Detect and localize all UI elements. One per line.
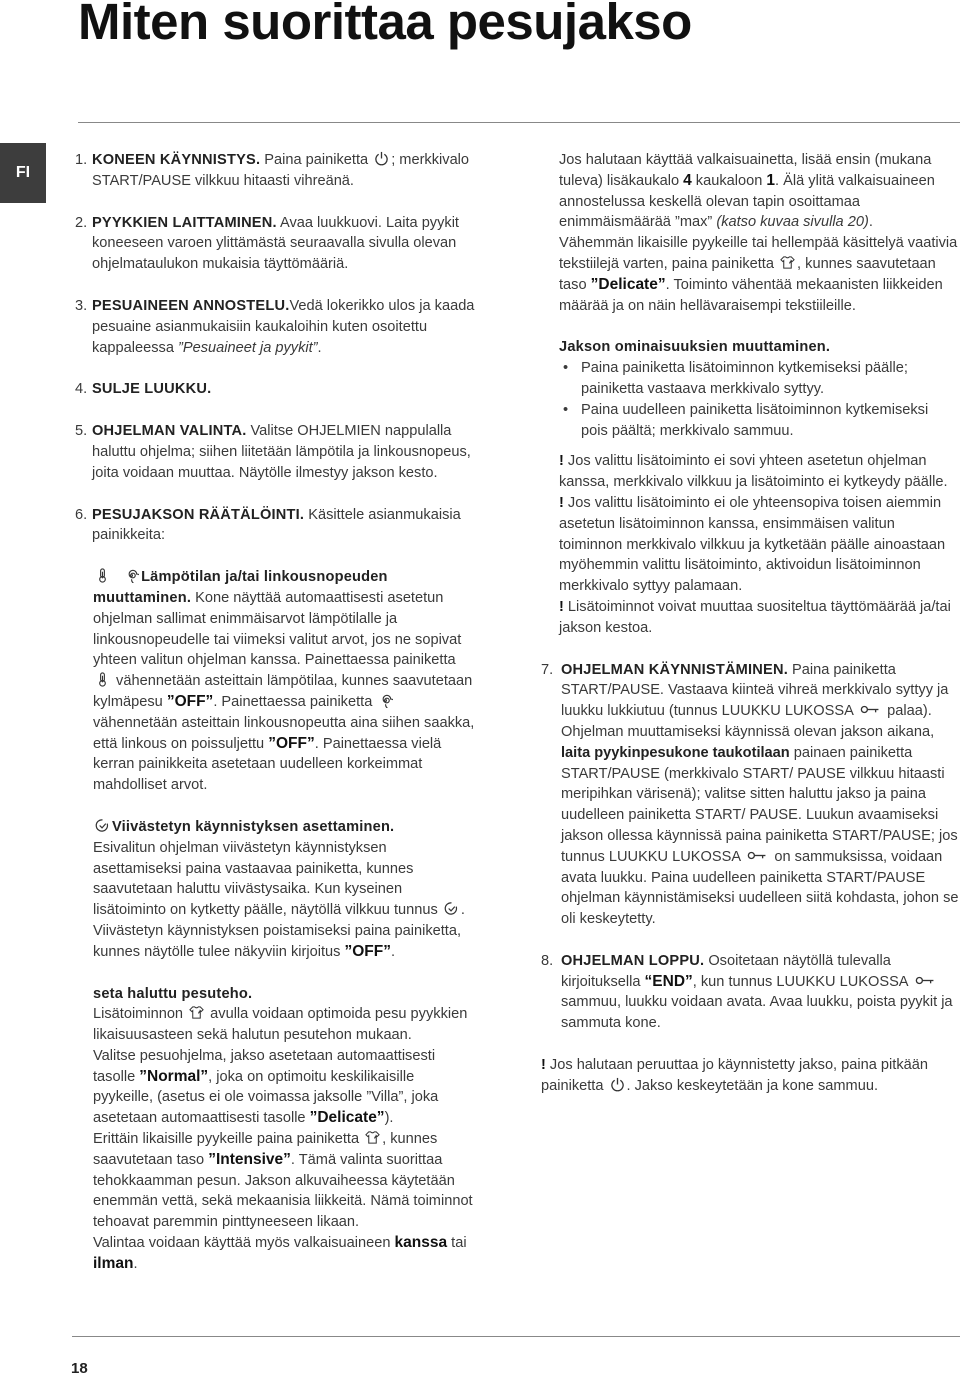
step-number: 4. <box>75 381 88 398</box>
step-7: 7. OHJELMAN KÄYNNISTÄMINEN. Paina painiketta START/PAUSE. Vastaava kiinteä vihreä merkkivalo syttyy ja luukku lukkiutuu (tunnus LUUKKU LUKOSSA palaa). Ohjelman muuttamiseksi käynnissä olevan jakson aikana, laita pyykinpesukone taukotilaan painaen painiketta START/PAUSE (merkkivalo START/ PAUSE vilkkuu hitaasti meripihkan värisenä); valitse sitten haluttu jakso ja paina uudelleen painiketta START/ PAUSE. Luukun avaamiseksi jakson ollessa käynnissä paina painiketta START/PAUSE; jos tunnus LUUKKU LUKOSSA on sammuksissa, voidaan avata luukku. Paina uudelleen painiketta START/PAUSE ohjelman käynnistämiseksi uudelleen siitä kohdasta, johon se oli keskeytetty. <box>541 661 959 928</box>
door-lock-key-icon <box>914 973 936 988</box>
step-8: 8. OHJELMAN LOPPU. Osoitetaan näytöllä tulevalla kirjoituksella “END”, kun tunnus LUUKKU LUKOSSA sammuu, luukku voidaan avata. Avaa luukku, poista pyykit ja sammuta kone. <box>541 952 953 1032</box>
shirt-wash-level-icon <box>365 1130 380 1145</box>
delay-start-section: Viivästetyn käynnistyksen asettaminen. Esivalitun ohjelman viivästetyn käynnistyksen asettamiseksi paina vastaavaa painiketta, kunnes saavutetaan haluttu viivästysaika. Kun kyseinen lisätoiminto on kytketty päälle, näytöllä vilkkuu tunnus . Viivästetyn käynnistyksen poistamiseksi paina painiketta, kunnes näytölle tulee näkyviin kirjoitus ”OFF”. <box>93 818 465 960</box>
step-heading: SULJE LUUKKU. <box>92 381 212 398</box>
step-heading: PESUJAKSON RÄÄTÄLÖINTI. <box>92 506 305 523</box>
step-number: 6. <box>75 506 88 523</box>
step-heading: OHJELMAN VALINTA. <box>92 423 247 440</box>
step-number: 1. <box>75 152 88 168</box>
step-heading: OHJELMAN LOPPU. <box>561 952 705 969</box>
temperature-spin-section: Lämpötilan ja/tai linkousnopeuden muuttaminen. Kone näyttää automaattisesti asetetun ohjelman sallimat enimmäisarvot lämpötilalle ja linkousnopeudelle tai viimeksi valitut arvot, jos ne sopivat yhteen valitun ohjelman kanssa. Painettaessa painiketta vähennetään asteittain lämpötilaa, kunnes saavutetaan kylmäpesu ”OFF”. Painettaessa painiketta vähennetään asteittain linkousnopeutta aina siihen saakka, että linkous on poissuljettu ”OFF”. Painettaessa vielä kerran painikkeita asetetaan uudelleen korkeimmat mahdolliset arvot. <box>93 569 475 794</box>
step-1: 1. KONEEN KÄYNNISTYS. Paina painiketta ; merkkivalo START/PAUSE vilkkuu hitaasti vihreänä. <box>75 152 470 189</box>
bleach-paragraph: Jos halutaan käyttää valkaisuainetta, lisää ensin (mukana tuleva) lisäkaukalo 4 kaukaloon 1. Älä ylitä valkaisuaineen annostelussa keskellä olevan tapin osoittamaa enimmäismäärää ”max” (katso kuvaa sivulla 20). Vähemmän likaisille pyykeille tai hellempää käsittelyä vaativia tekstiilejä varten, paina painiketta , kunnes saavutetaan taso ”Delicate”. Toiminto vähentää mekaanisten liikkeiden määrää ja on näin hellävaraisempi tekstiileille. <box>559 152 958 314</box>
warning-2: ! Jos valittu lisätoiminto ei ole yhteensopiva toisen aiemmin asetetun lisätoiminnon kanssa, ensimmäisen valitun toiminnon merkkivalo vilkkuu ja kytketään päälle ainoastaan myöhemmin valittu lisätoiminto, aktivoidun lisätoiminnon merkkivalo syttyy palamaan. <box>559 494 946 595</box>
language-tab: FI <box>0 143 46 203</box>
power-icon <box>610 1077 625 1092</box>
door-lock-key-icon <box>859 702 881 717</box>
list-item: • Paina uudelleen painiketta lisätoiminnon kytkemiseksi pois päältä; merkkivalo sammuu. <box>563 401 929 439</box>
page-title: Miten suorittaa pesujakso <box>78 0 692 50</box>
step-6: 6. PESUJAKSON RÄÄTÄLÖINTI. Käsittele asianmukaisia painikkeita: <box>75 506 461 544</box>
step-5: 5. OHJELMAN VALINTA. Valitse OHJELMIEN nappulalla haluttu ohjelma; siihen liitetään lämpötila ja linkousnopeus, joita voidaan muuttaa. Näytölle ilmestyy jakson kesto. <box>75 423 471 481</box>
step-number: 3. <box>75 297 88 314</box>
step-heading: OHJELMAN KÄYNNISTÄMINEN. <box>561 661 788 678</box>
step-number: 8. <box>541 952 554 969</box>
delay-timer-icon <box>95 818 110 833</box>
warning-3: ! Lisätoiminnot voivat muuttaa suositeltua täyttömäärää ja/tai jakson kestoa. <box>559 598 951 636</box>
step-number: 2. <box>75 214 88 231</box>
shirt-wash-level-icon <box>780 255 795 270</box>
step-heading: PESUAINEEN ANNOSTELU. <box>92 297 290 314</box>
shirt-wash-level-icon <box>189 1005 204 1020</box>
step-heading: KONEEN KÄYNNISTYS. <box>92 152 261 168</box>
list-item: • Paina painiketta lisätoiminnon kytkemiseksi päälle; painiketta vastaava merkkivalo syttyy. <box>563 360 908 397</box>
footer-divider <box>72 1336 960 1337</box>
step-number: 7. <box>541 661 554 678</box>
step-4 <box>75 379 475 400</box>
section-heading: Jakson ominaisuuksien muuttaminen. <box>559 339 831 356</box>
delay-timer-icon <box>444 901 459 916</box>
warning-1: ! Jos valittu lisätoiminto ei sovi yhteen asetetun ohjelman kanssa, merkkivalo vilkkuu ja lisätoiminto ei kytkeydy päälle. <box>559 453 948 491</box>
section-heading: Lämpötilan ja/tai linkousnopeuden muuttaminen. <box>93 569 388 606</box>
left-column <box>75 150 475 1275</box>
step-3: 3. PESUAINEEN ANNOSTELU.Vedä lokerikko ulos ja kaada pesuaine asianmukaisiin kaukaloihin kuten osoitettu kappaleessa ”Pesuaineet ja pyykit”. <box>75 297 475 356</box>
spin-icon <box>378 693 393 708</box>
step-number: 5. <box>75 423 88 440</box>
wash-intensity-section: seta haluttu pesuteho. Lisätoiminnon avulla voidaan optimoida pesu pyykkien likaisuusasteen sekä halutun pesutehon mukaan. Valitse pesuohjelma, jakso asetetaan automaattisesti tasolle ”Normal”, joka on optimoitu keskilikaisille pyykeille, (asetus ei ole voimassa jaksolle ”Villa”, joka asetetaan automaattisesti tasolle ”Delicate”). Erittäin likaisille pyykeille paina painiketta , kunnes saavutetaan taso ”Intensive”. Tämä valinta suorittaa tehokkaamman pesun. Jakson alkuvaiheessa käytetään enemmän vettä, sekä mekaanisia liikkeitä. Nämä toiminnot tehoavat paremmin pinttyneeseen likaan. Valintaa voidaan käyttää myös valkaisuaineen kanssa tai ilman. <box>75 984 475 1275</box>
step-2: 2. PYYKKIEN LAITTAMINEN. Avaa luukkuovi. Laita pyykit koneeseen varoen ylittämästä seuraavalla sivulla olevan ohjelmataulukon mukaisia täyttömääriä. <box>75 214 459 273</box>
power-icon <box>374 151 389 166</box>
door-lock-key-icon <box>746 848 768 863</box>
right-column <box>541 150 959 1097</box>
spin-icon <box>124 568 139 583</box>
thermometer-icon <box>95 672 110 687</box>
options-section <box>541 337 959 638</box>
page-number: 18 <box>71 1360 88 1377</box>
cancel-paragraph: ! Jos halutaan peruuttaa jo käynnistetty jakso, paina pitkään painiketta . Jakso keskeytetään ja kone sammuu. <box>541 1057 928 1094</box>
title-divider <box>78 122 960 123</box>
section-heading: Viivästetyn käynnistyksen asettaminen. <box>112 818 395 835</box>
step-heading: PYYKKIEN LAITTAMINEN. <box>92 214 277 231</box>
section-heading: seta haluttu pesuteho. <box>93 985 253 1002</box>
thermometer-icon <box>95 568 110 583</box>
